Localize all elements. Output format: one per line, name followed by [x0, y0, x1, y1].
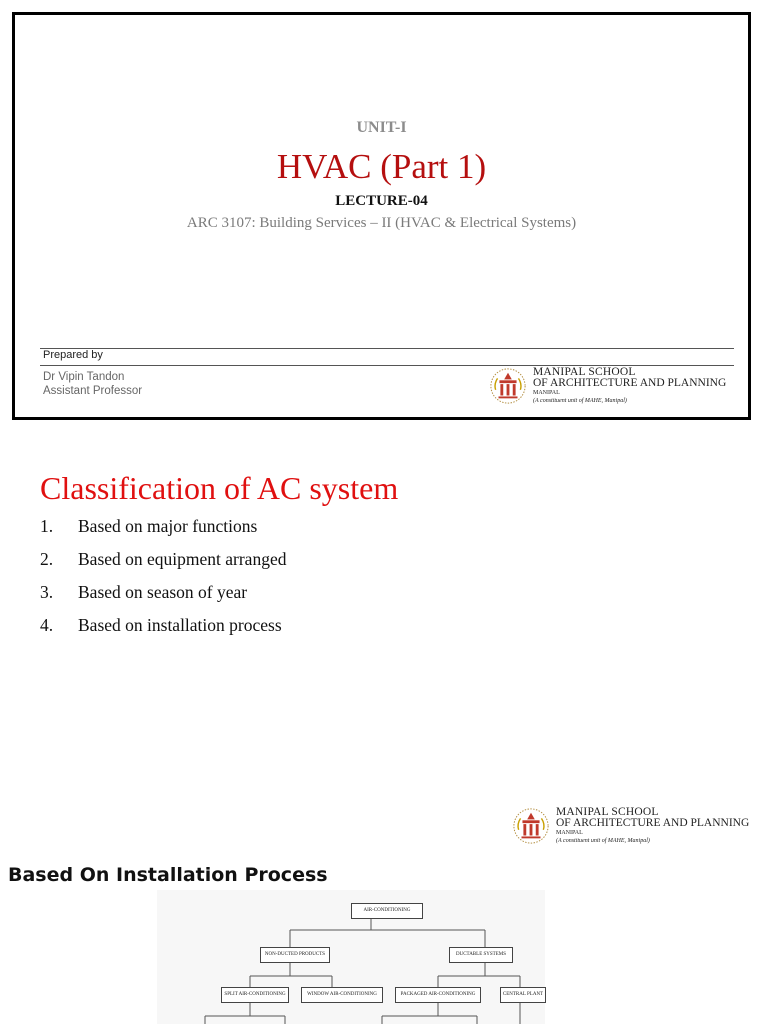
school-logo-2 [512, 807, 749, 845]
list-number: 2. [40, 549, 54, 569]
school-logo [489, 367, 726, 405]
logo-line2: OF ARCHITECTURE AND PLANNING [533, 377, 727, 389]
prepared-by-label: Prepared by [43, 349, 103, 361]
node-packaged: PACKAGED AIR-CONDITIONING [395, 987, 481, 1003]
school-emblem-icon [512, 807, 550, 845]
classification-heading: Classification of AC system [40, 470, 399, 506]
author-name: Dr Vipin Tandon [43, 371, 125, 383]
node-air-conditioning: AIR-CONDITIONING [351, 903, 423, 919]
node-non-ducted: NON-DUCTED PRODUCTS [260, 947, 330, 963]
classification-list [40, 516, 286, 648]
node-split: SPLIT AIR-CONDITIONING [221, 987, 289, 1003]
logo-line4: (A constituent unit of MAHE, Manipal) [556, 838, 650, 844]
installation-diagram [157, 890, 545, 1024]
title-slide [12, 12, 751, 420]
logo-line3: MANIPAL [533, 390, 560, 396]
node-window: WINDOW AIR-CONDITIONING [301, 987, 383, 1003]
logo-text [556, 807, 749, 845]
unit-label: UNIT-I [356, 119, 407, 136]
list-number: 1. [40, 516, 54, 536]
list-text: Based on season of year [78, 582, 248, 602]
list-number: 4. [40, 615, 54, 635]
logo-text [533, 367, 726, 405]
list-text: Based on equipment arranged [78, 549, 287, 569]
installation-heading: Based On Installation Process [8, 864, 328, 886]
list-item [40, 549, 286, 582]
list-text: Based on installation process [78, 615, 282, 635]
list-number: 3. [40, 582, 54, 602]
lecture-label: LECTURE-04 [335, 193, 428, 209]
logo-line1: MANIPAL SCHOOL [556, 806, 659, 818]
divider-top [40, 348, 734, 349]
logo-line1: MANIPAL SCHOOL [533, 366, 636, 378]
list-item [40, 615, 286, 648]
author-role: Assistant Professor [43, 385, 143, 397]
list-text: Based on major functions [78, 516, 258, 536]
author-block [43, 370, 142, 398]
logo-line3: MANIPAL [556, 830, 583, 836]
course-subtitle: ARC 3107: Building Services – II (HVAC & Electrical Systems) [186, 215, 577, 231]
node-ductable: DUCTABLE SYSTEMS [449, 947, 513, 963]
list-item [40, 582, 286, 615]
logo-line4: (A constituent unit of MAHE, Manipal) [533, 398, 627, 404]
logo-line2: OF ARCHITECTURE AND PLANNING [556, 817, 750, 829]
school-emblem-icon [489, 367, 527, 405]
slide-title: HVAC (Part 1) [276, 147, 487, 186]
node-central-plant: CENTRAL PLANT [500, 987, 546, 1003]
list-item [40, 516, 286, 549]
